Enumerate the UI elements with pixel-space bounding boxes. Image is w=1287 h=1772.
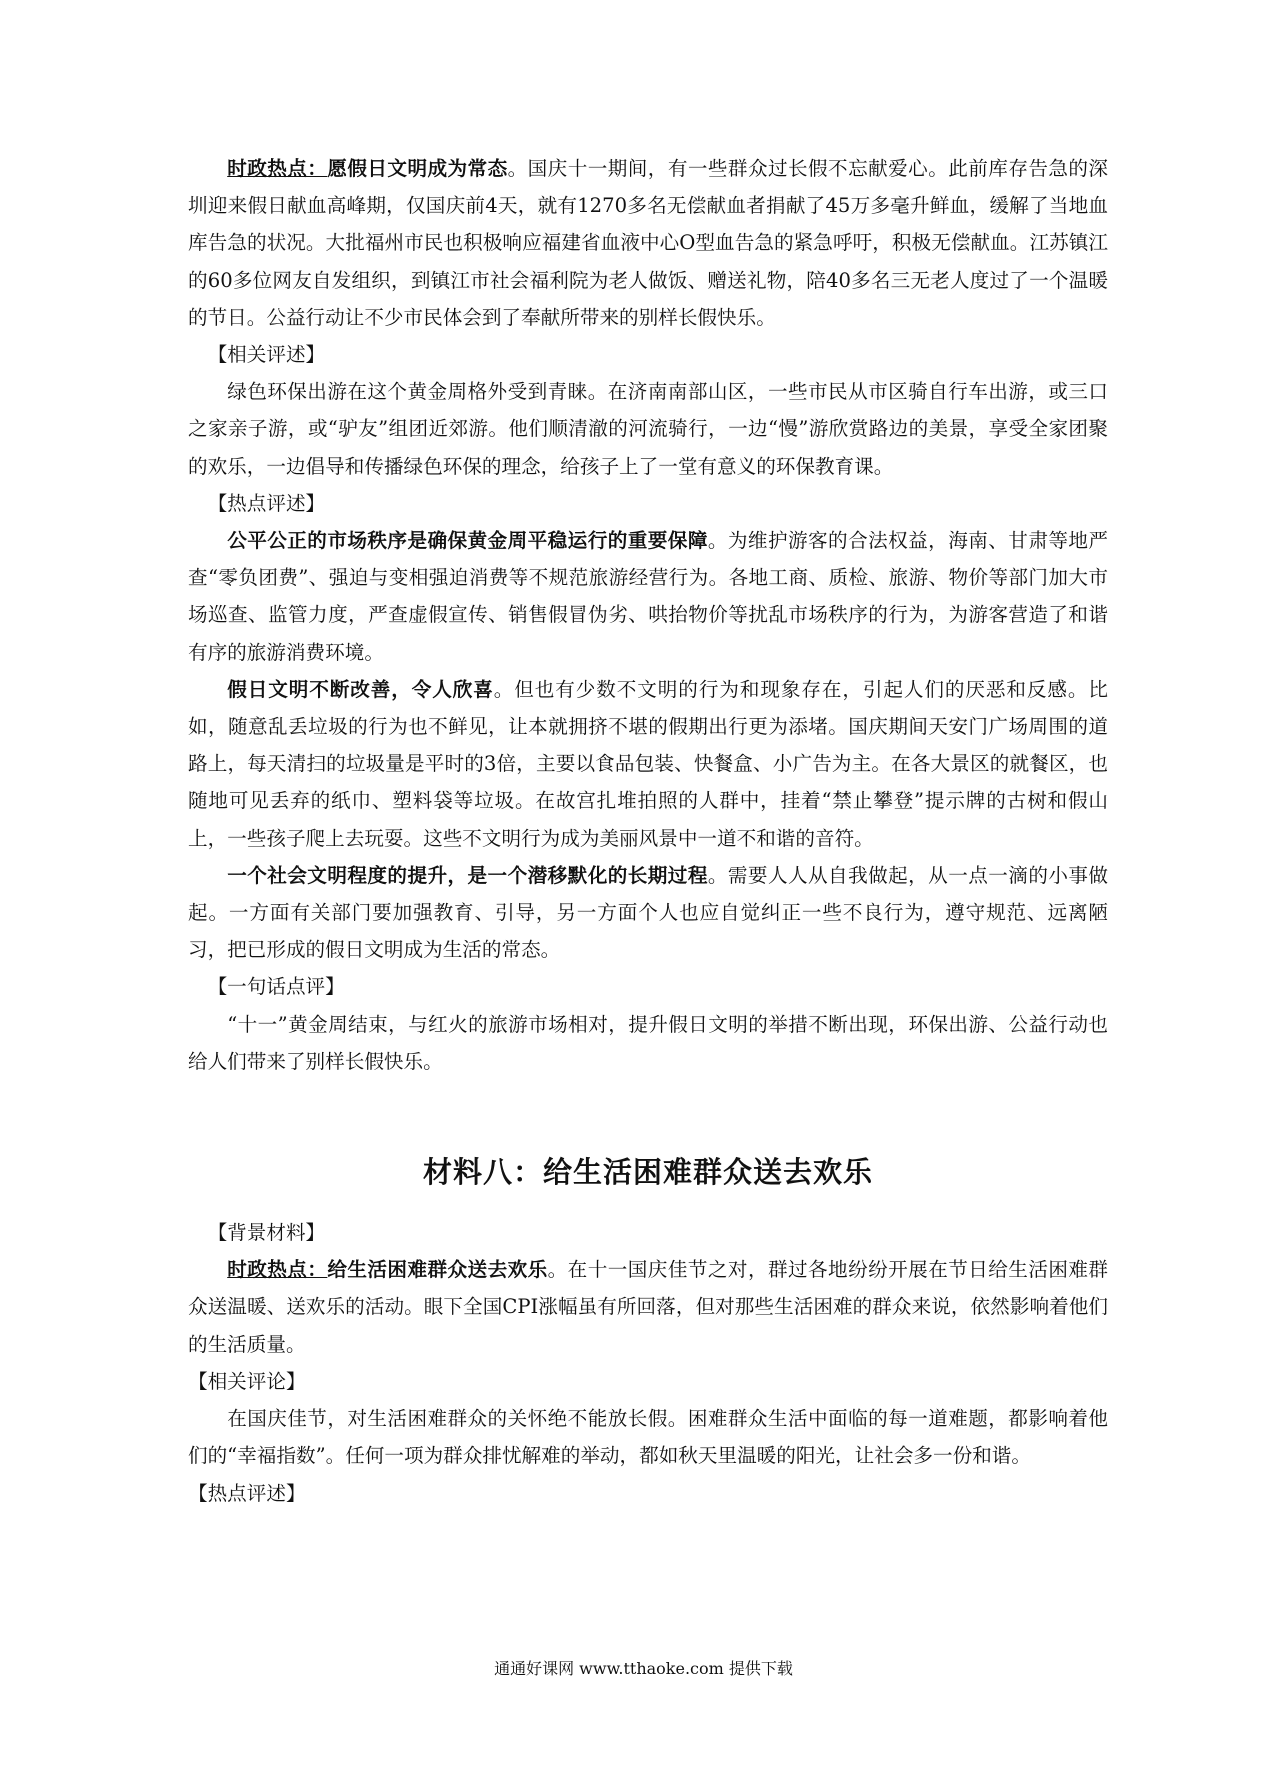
hot-topic-text: 。国庆十一期间，有一些群众过长假不忘献爱心。此前库存告急的深圳迎来假日献血高峰期，仅国庆前4天，就有1270多名无偿献血者捐献了45万多毫升鲜血，缓解了当地血库告急的状况。大批福州市民也积极响应福建省血液中心O型血告急的紧急呼吁，积极无偿献血。江苏镇江的60多位网友自发组织，到镇江市社会福利院为老人做饭、赠送礼物，陪40多名三无老人度过了一个温暖的节日。公益行动让不少市民体会到了奉献所带来的别样长假快乐。 (188, 157, 1109, 329)
holiday-civility-text: 。但也有少数不文明的行为和现象存在，引起人们的厌恶和反感。比如，随意乱丢垃圾的行为也不鲜见，让本就拥挤不堪的假期出行更为添堵。国庆期间天安门广场周围的道路上，每天清扫的垃圾量是平时的3倍，主要以食品包装、快餐盒、小广告为主。在各大景区的就餐区，也随地可见丢弃的纸巾、塑料袋等垃圾。在故宫扎堆拍照的人群中，挂着“禁止攀登”提示牌的古树和假山上，一些孩子爬上去玩耍。这些不文明行为成为美丽风景中一道不和谐的音符。 (188, 677, 1109, 850)
paragraph-holiday-civility (188, 671, 1108, 857)
social-civility-text: 。需要人人从自我做起，从一点一滴的小事做起。一方面有关部门要加强教育、引导，另一方面个人也应自觉纠正一些不良行为，遵守规范、远离陋习，把已形成的假日文明成为生活的常态。 (188, 863, 1109, 962)
hot-topic-2-lead: 时政热点： (227, 1258, 328, 1282)
market-order-text: 。为维护游客的合法权益，海南、甘肃等地严查“零负团费”、强迫与变相强迫消费等不规范旅游经营行为。各地工商、质检、旅游、物价等部门加大市场巡查、监管力度，严查虚假宣传、销售假冒伪劣、哄抬物价等扰乱市场秩序的行为，为游客营造了和谐有序的旅游消费环境。 (188, 529, 1109, 664)
label-hot-review: 【热点评述】 (207, 491, 326, 515)
paragraph-hot-topic-2 (188, 1251, 1108, 1363)
paragraph-one-sentence: “十一”黄金周结束，与红火的旅游市场相对，提升假日文明的举措不断出现，环保出游、公益行动也给人们带来了别样长假快乐。 (188, 1012, 1108, 1073)
hot-topic-2-headline: 给生活困难群众送去欢乐 (327, 1258, 548, 1282)
label-hot-review-2: 【热点评述】 (188, 1481, 306, 1505)
section-title: 材料八：给生活困难群众送去欢乐 (422, 1155, 873, 1190)
label-related-review: 【相关评述】 (207, 343, 326, 367)
label-related-comment: 【相关评论】 (188, 1369, 306, 1393)
document-body (188, 150, 1108, 1512)
paragraph-related-comment: 在国庆佳节，对生活困难群众的关怀绝不能放长假。困难群众生活中面临的每一道难题，都影响着他们的“幸福指数”。任何一项为群众排忧解难的举动，都如秋天里温暖的阳光，让社会多一份和谐。 (188, 1407, 1108, 1468)
holiday-civility-headline: 假日文明不断改善，令人欣喜 (227, 677, 494, 701)
paragraph-related-review: 绿色环保出游在这个黄金周格外受到青睐。在济南南部山区，一些市民从市区骑自行车出游，或三口之家亲子游，或“驴友”组团近郊游。他们顺清澈的河流骑行，一边“慢”游欣赏路边的美景，享受全家团聚的欢乐，一边倡导和传播绿色环保的理念，给孩子上了一堂有意义的环保教育课。 (188, 380, 1108, 478)
hot-topic-2-text: 。在十一国庆佳节之对，群过各地纷纷开展在节日给生活困难群众送温暖、送欢乐的活动。眼下全国CPI涨幅虽有所回落，但对那些生活困难的群众来说，依然影响着他们的生活质量。 (188, 1258, 1109, 1356)
label-background: 【背景材料】 (207, 1221, 326, 1245)
hot-topic-lead: 时政热点： (227, 157, 328, 180)
hot-topic-headline: 愿假日文明成为常态 (327, 157, 508, 180)
paragraph-market-order (188, 522, 1108, 671)
market-order-headline: 公平公正的市场秩序是确保黄金周平稳运行的重要保障 (227, 529, 708, 553)
paragraph-social-civility (188, 857, 1108, 969)
label-one-sentence: 【一句话点评】 (207, 975, 345, 999)
paragraph-hot-topic-1 (188, 150, 1108, 336)
page-footer: 通通好课网 www.tthaoke.com 提供下载 (494, 1659, 793, 1678)
social-civility-headline: 一个社会文明程度的提升，是一个潜移默化的长期过程 (227, 863, 708, 887)
